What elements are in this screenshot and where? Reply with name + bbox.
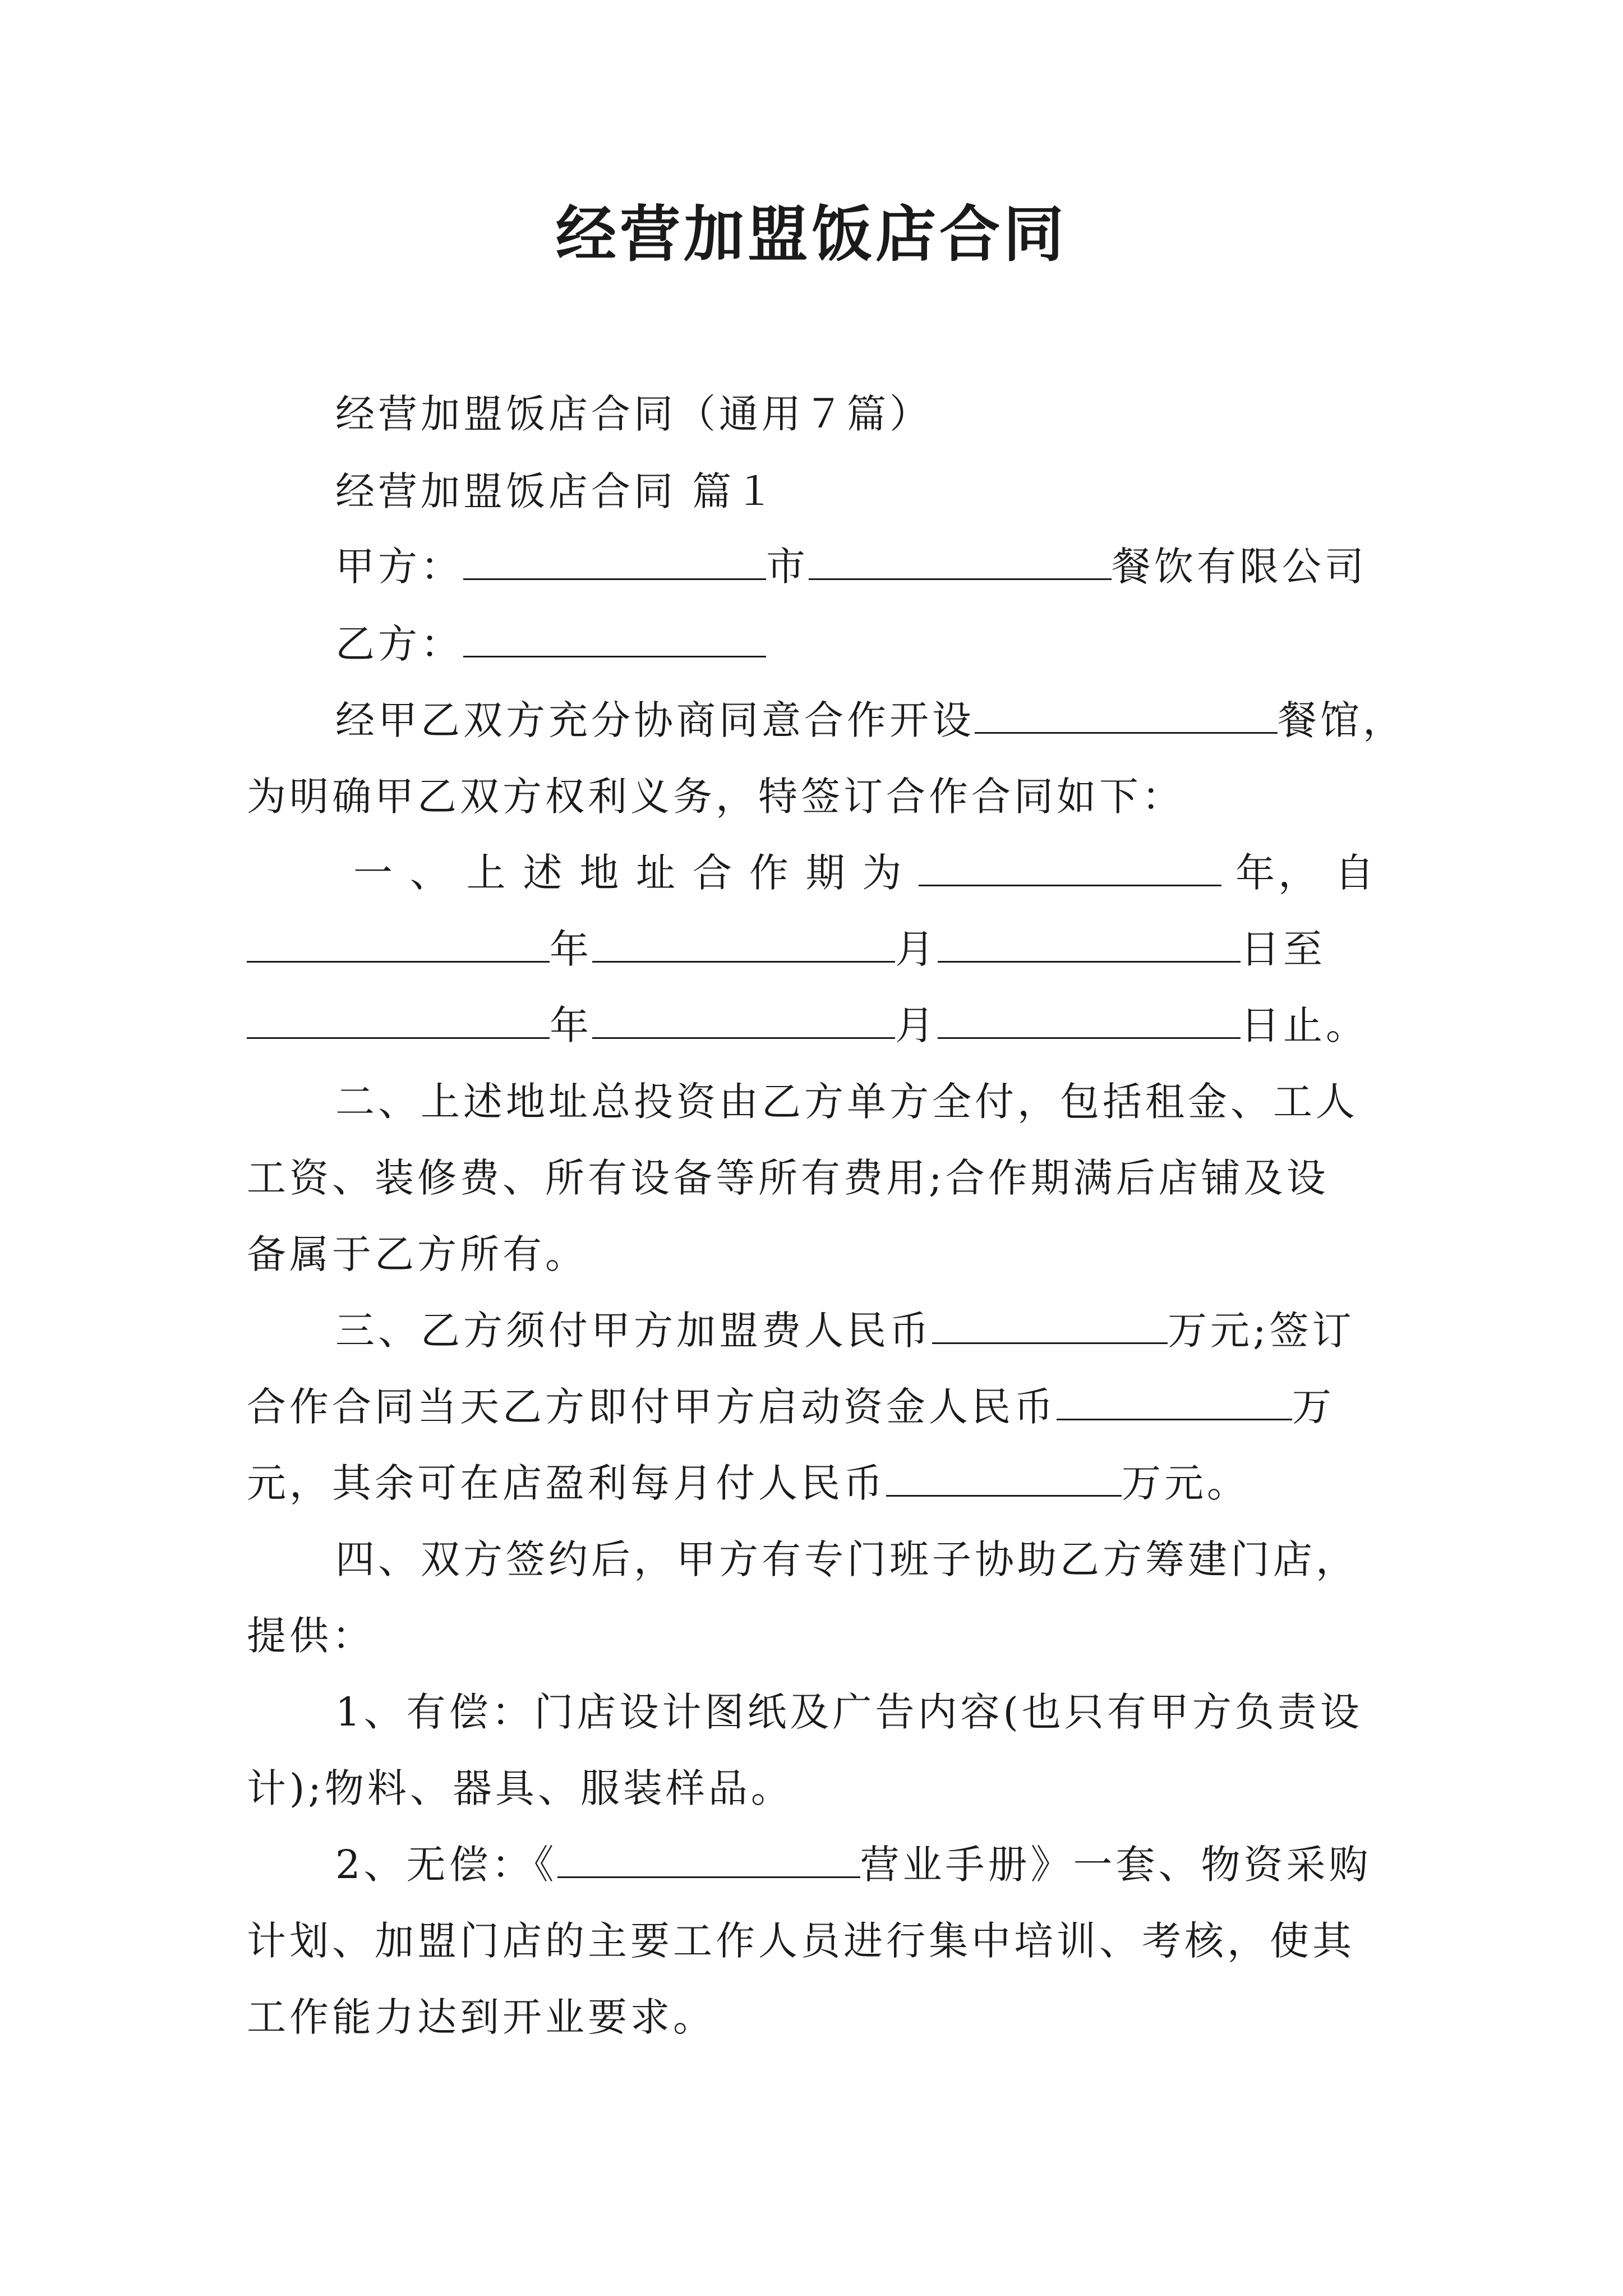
document-title: 经营加盟饭店合同 xyxy=(555,199,1067,270)
party-b-label: 乙方： xyxy=(335,621,463,667)
end-year-blank xyxy=(247,1000,550,1039)
restaurant-name-blank xyxy=(975,695,1278,734)
clause1-line-1 xyxy=(353,846,1377,900)
start-month-blank xyxy=(592,924,895,963)
clause4-line-2: 提供： xyxy=(247,1613,375,1659)
item1-line-1: 1、有偿：门店设计图纸及广告内容(也只有甲方负责设 xyxy=(335,1689,1363,1735)
clause1-char: 述 xyxy=(523,850,566,896)
end-month-blank xyxy=(592,1000,895,1039)
clause1-char: 地 xyxy=(579,850,623,896)
year-label: 年 xyxy=(550,926,592,972)
year-label: 年 xyxy=(550,1002,592,1048)
month-label: 月 xyxy=(895,1002,938,1048)
clause3-prefix-1: 三、乙方须付甲方加盟费人民币 xyxy=(335,1308,932,1354)
party-a-company-suffix: 餐饮有限公司 xyxy=(1112,544,1367,590)
manual-name-blank xyxy=(557,1839,860,1878)
item2-line-2: 计划、加盟门店的主要工作人员进行集中培训、考核，使其 xyxy=(247,1918,1355,1964)
franchise-fee-blank xyxy=(932,1305,1168,1344)
clause3-suffix-3: 万元。 xyxy=(1122,1460,1249,1506)
party-a-city-suffix: 市 xyxy=(766,544,809,590)
clause1-char: 上 xyxy=(466,850,509,896)
end-day-blank xyxy=(938,1000,1241,1039)
month-label: 月 xyxy=(895,926,938,972)
party-a-line xyxy=(335,540,1367,593)
clause1-line-2 xyxy=(247,922,1377,976)
clause1-char: 期 xyxy=(805,850,849,896)
start-year-blank xyxy=(247,924,550,963)
clause1-char: 一 xyxy=(353,850,396,896)
clause1-char: 址 xyxy=(636,850,679,896)
intro-prefix: 经甲乙双方充分协商同意合作开设 xyxy=(335,697,975,743)
clause2-line-3: 备属于乙方所有。 xyxy=(247,1231,588,1277)
intro-line-2: 为明确甲乙双方权利义务，特签订合作合同如下： xyxy=(247,774,1184,820)
clause2-line-1: 二、上述地址总投资由乙方单方全付，包括租金、工人 xyxy=(335,1079,1358,1125)
clause3-line-1 xyxy=(335,1304,1355,1358)
clause3-prefix-2: 合作合同当天乙方即付甲方启动资金人民币 xyxy=(247,1384,1057,1430)
intro-suffix: 餐馆， xyxy=(1278,697,1405,743)
clause1-end: 日止。 xyxy=(1241,1002,1368,1048)
item2-suffix: 营业手册》一套、物资采购 xyxy=(860,1842,1372,1888)
clause1-year-comma: 年， xyxy=(1235,850,1321,896)
section-heading: 经营加盟饭店合同 篇１ xyxy=(335,468,778,514)
clause1-char: 合 xyxy=(692,850,735,896)
party-a-company-blank xyxy=(809,541,1112,580)
party-b-line xyxy=(335,617,766,671)
clause1-char: 作 xyxy=(749,850,792,896)
clause3-suffix-2: 万 xyxy=(1292,1384,1335,1430)
party-b-blank xyxy=(463,619,766,657)
party-a-label: 甲方： xyxy=(335,544,463,590)
item2-prefix: 2、无偿：《 xyxy=(335,1842,557,1888)
clause4-line-1: 四、双方签约后，甲方有专门班子协助乙方筹建门店， xyxy=(335,1536,1358,1582)
party-a-city-blank xyxy=(463,541,766,580)
clause3-prefix-3: 元，其余可在店盈利每月付人民币 xyxy=(247,1460,886,1506)
clause1-char: 为 xyxy=(862,850,905,896)
clause1-to: 日至 xyxy=(1241,926,1326,972)
clause3-line-2 xyxy=(247,1380,1335,1434)
monthly-payment-blank xyxy=(886,1458,1122,1497)
startup-fund-blank xyxy=(1057,1382,1292,1420)
clause1-char: 、 xyxy=(409,850,453,896)
clause1-line-3 xyxy=(247,999,1377,1052)
start-day-blank xyxy=(938,924,1241,963)
item2-line-3: 工作能力达到开业要求。 xyxy=(247,1994,716,2040)
document-subtitle: 经营加盟饭店合同（通用７篇） xyxy=(335,391,932,437)
term-years-blank xyxy=(919,848,1221,886)
item1-line-2: 计);物料、器具、服装样品。 xyxy=(247,1765,794,1811)
clause3-line-3 xyxy=(247,1456,1249,1510)
clause1-from: 自 xyxy=(1334,850,1377,896)
item2-line-1 xyxy=(335,1838,1372,1892)
intro-line-1 xyxy=(335,693,1405,747)
clause2-line-2: 工资、装修费、所有设备等所有费用;合作期满后店铺及设 xyxy=(247,1155,1329,1201)
clause3-suffix-1: 万元;签订 xyxy=(1168,1308,1355,1354)
